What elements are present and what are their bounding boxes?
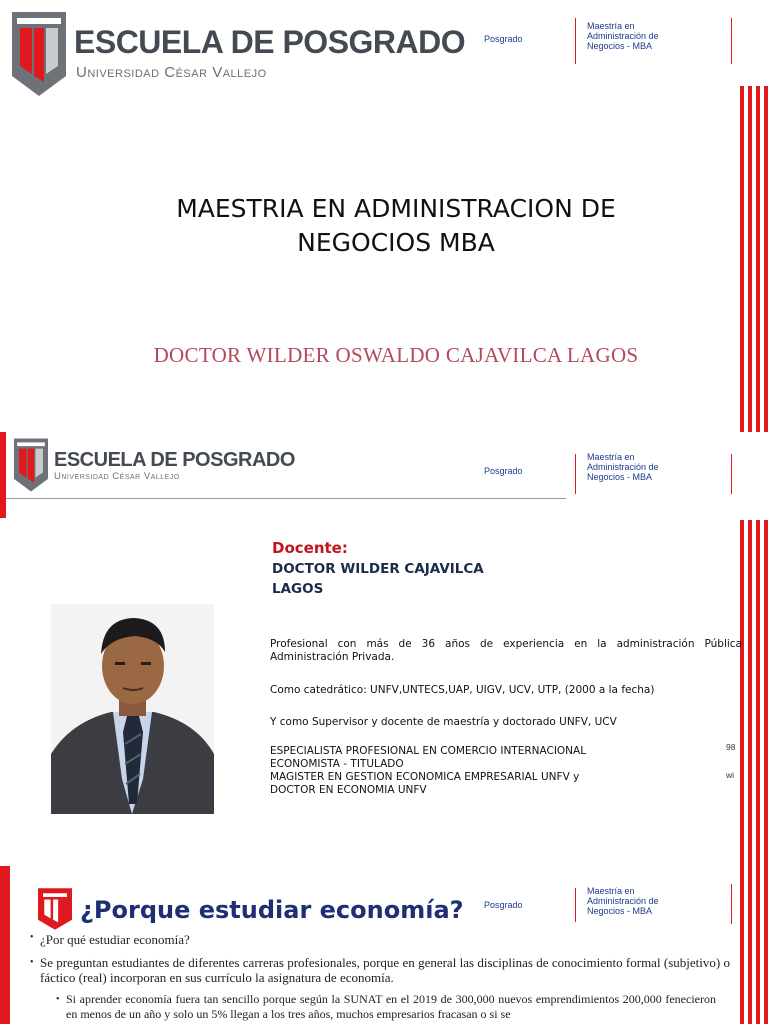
bio-credential: ECONOMISTA - TITULADO (270, 758, 404, 770)
header-divider-right (731, 18, 732, 64)
teacher-portrait (51, 604, 214, 814)
header-rule (6, 498, 566, 499)
header-program: Maestría en Administración de Negocios - MBA (587, 21, 659, 51)
bio-credential: DOCTOR EN ECONOMIA UNFV (270, 784, 427, 796)
school-shield-icon (12, 12, 66, 96)
header-program: Maestría en Administración de Negocios - MBA (587, 886, 659, 916)
bullet-item: • Se preguntan estudiantes de diferentes carreras profesionales, porque en general las disciplinas de conocimiento formal (subjetivo) o fáctico (real) incorporan en sus currículo la asignatura de economía. (30, 955, 730, 985)
side-fragment: wi (726, 770, 735, 780)
bio-supervisor: Y como Supervisor y docente de maestría y doctorado UNFV, UCV (270, 716, 617, 728)
bio-credential: ESPECIALISTA PROFESIONAL EN COMERCIO INTERNACIONAL (270, 745, 587, 757)
header-divider (575, 18, 576, 64)
bio-experience: Profesional con más de 36 años de experiencia en la administración Pública Administración Privada. (270, 638, 742, 663)
slide-title: ¿Porque estudiar economía? (80, 896, 464, 924)
left-red-bar (0, 432, 6, 518)
logo-title: ESCUELA DE POSGRADO (74, 24, 466, 60)
decorative-stripes (740, 86, 768, 432)
docente-label: Docente: (272, 539, 348, 557)
bullet-icon: • (30, 957, 34, 968)
school-shield-icon (38, 888, 72, 930)
bullet-item: • ¿Por qué estudiar economía? (30, 932, 190, 947)
sub-bullet-item: • Si aprender economía fuera tan sencillo porque según la SUNAT en el 2019 de 300,000 nuevos emprendimientos 200,000 fenecieron en menos de un año y solo un 5% llegan a los tres años, muchos empresarios fracasan o si se (56, 992, 716, 1021)
side-fragment: 98 (726, 742, 736, 752)
bullet-icon: • (56, 994, 60, 1005)
header-posgrado: Posgrado (484, 34, 523, 44)
bio-credential: MAGISTER EN GESTION ECONOMICA EMPRESARIAL UNFV y (270, 771, 580, 783)
header-divider (575, 454, 576, 494)
header-divider-right (731, 884, 732, 924)
header-posgrado: Posgrado (484, 900, 523, 910)
logo-subtitle: Universidad César Vallejo (54, 471, 180, 482)
header-divider (575, 888, 576, 922)
logo-subtitle: Universidad César Vallejo (76, 64, 267, 81)
header-divider-right (731, 454, 732, 494)
slide-porque-economia (0, 866, 768, 1024)
main-title: MAESTRIA EN ADMINISTRACION DE NEGOCIOS MBA (176, 194, 616, 257)
slide-title (0, 0, 768, 432)
docente-name: DOCTOR WILDER CAJAVILCA LAGOS (272, 561, 484, 597)
decorative-stripes (740, 866, 768, 1024)
school-shield-icon (14, 438, 48, 492)
header-posgrado: Posgrado (484, 466, 523, 476)
logo-title: ESCUELA DE POSGRADO (54, 449, 295, 471)
decorative-stripes (740, 520, 768, 866)
bio-catedratico: Como catedrático: UNFV,UNTECS,UAP, UIGV, UCV, UTP, (2000 a la fecha) (270, 684, 655, 696)
doctor-name: DOCTOR WILDER OSWALDO CAJAVILCA LAGOS (153, 343, 639, 367)
header-program: Maestría en Administración de Negocios - MBA (587, 452, 659, 482)
bullet-icon: • (30, 932, 34, 943)
left-red-bar (0, 866, 10, 1024)
slide-docente (0, 432, 768, 866)
